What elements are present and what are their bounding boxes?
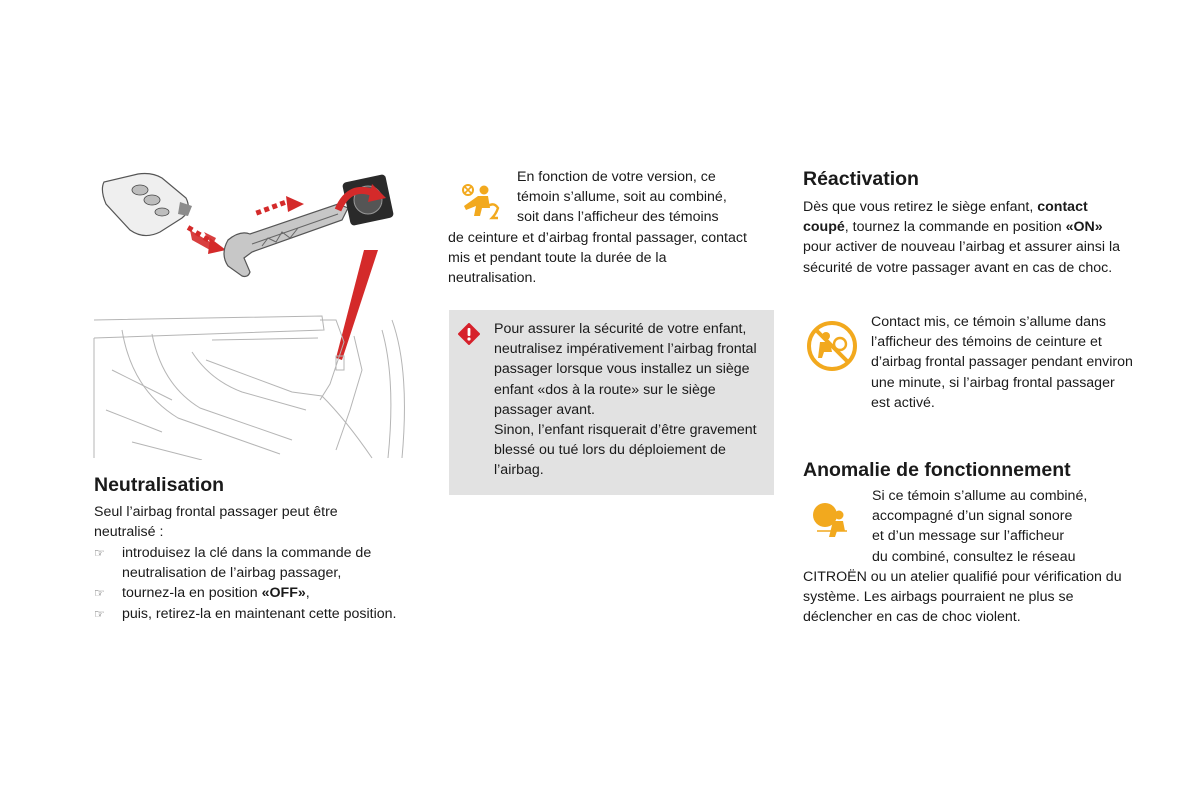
version-line: En fonction de votre version, ce <box>517 169 716 185</box>
version-warning-text <box>448 167 778 288</box>
bullet-hand-icon: ☞ <box>94 546 105 560</box>
step-text-pre: tournez-la en position <box>122 585 262 602</box>
key-switch-illustration <box>92 170 412 460</box>
step-text-bold: «OFF» <box>261 585 306 602</box>
safety-text-consequence: Sinon, l’enfant risquerait d’être gravement blessé ou tué lors du déploiement de l’airbag. <box>494 422 757 479</box>
reactivation-bold-on: «ON» <box>1065 219 1103 236</box>
list-item <box>94 604 404 624</box>
anomalie-line: accompagné d’un signal sonore <box>872 508 1073 525</box>
reactivation-post: pour activer de nouveau l’airbag et assurer ainsi la sécurité de votre passager avant en cas de choc. <box>803 239 1121 276</box>
illustration-svg <box>92 170 412 460</box>
reactivation-icon-text: Contact mis, ce témoin s’allume dans l’afficheur des témoins de ceinture et d’airbag frontal passager pendant environ une minute, si l’airbag frontal passager est activé. <box>871 314 1133 411</box>
step-text-post: , <box>305 585 310 602</box>
airbag-off-prohibited-icon <box>806 320 858 372</box>
reactivation-title: Réactivation <box>803 168 919 190</box>
reactivation-mid: , tournez la commande en position <box>844 219 1066 236</box>
key-fob-icon <box>102 174 192 236</box>
reactivation-text <box>803 197 1133 278</box>
reactivation-pre: Dès que vous retirez le siège enfant, <box>803 199 1038 215</box>
reactivation-bold-contact: contact coupé <box>803 199 1088 236</box>
step-text: puis, retirez-la en maintenant cette position. <box>122 605 397 622</box>
pointer-beam <box>336 250 378 360</box>
safety-warning-box <box>449 310 774 495</box>
list-item <box>94 543 404 583</box>
bullet-hand-icon: ☞ <box>94 606 105 621</box>
safety-text-main: Pour assurer la sécurité de votre enfant, neutralisez impérativement l’airbag frontal passager lorsque vous installez un siège enfant «dos à la route» sur le siège passager avant. <box>494 321 757 418</box>
anomalie-title: Anomalie de fonctionnement <box>803 459 1071 481</box>
neutralisation-title: Neutralisation <box>94 474 225 496</box>
key-blade-icon <box>224 204 348 277</box>
anomalie-line: du combiné, consultez le réseau <box>872 548 1076 565</box>
version-line: témoin s’allume, soit au combiné, <box>517 189 727 206</box>
version-line: soit dans l’afficheur des témoins <box>517 209 719 226</box>
airbag-switch-icon <box>338 174 394 226</box>
neutralisation-steps <box>94 543 404 624</box>
dashboard-outline <box>94 316 404 460</box>
exclamation-icon <box>458 323 480 345</box>
version-rest: de ceinture et d’airbag frontal passager, contact mis et pendant toute la durée de la neutralisation. <box>448 229 747 287</box>
list-item <box>94 583 404 603</box>
step-text: introduisez la clé dans la commande de neutralisation de l’airbag passager, <box>122 545 372 582</box>
anomalie-line: et d’un message sur l’afficheur <box>872 528 1065 545</box>
anomalie-line: Si ce témoin s’allume au combiné, <box>872 488 1088 504</box>
anomalie-rest: CITROËN ou un atelier qualifié pour vérification du système. Les airbags pourraient ne plus se déclencher en cas de choc violent. <box>803 568 1122 626</box>
neutralisation-intro: Seul l’airbag frontal passager peut être neutralisé : <box>94 504 338 541</box>
anomalie-text <box>803 486 1138 627</box>
bullet-hand-icon: ☞ <box>94 586 105 601</box>
